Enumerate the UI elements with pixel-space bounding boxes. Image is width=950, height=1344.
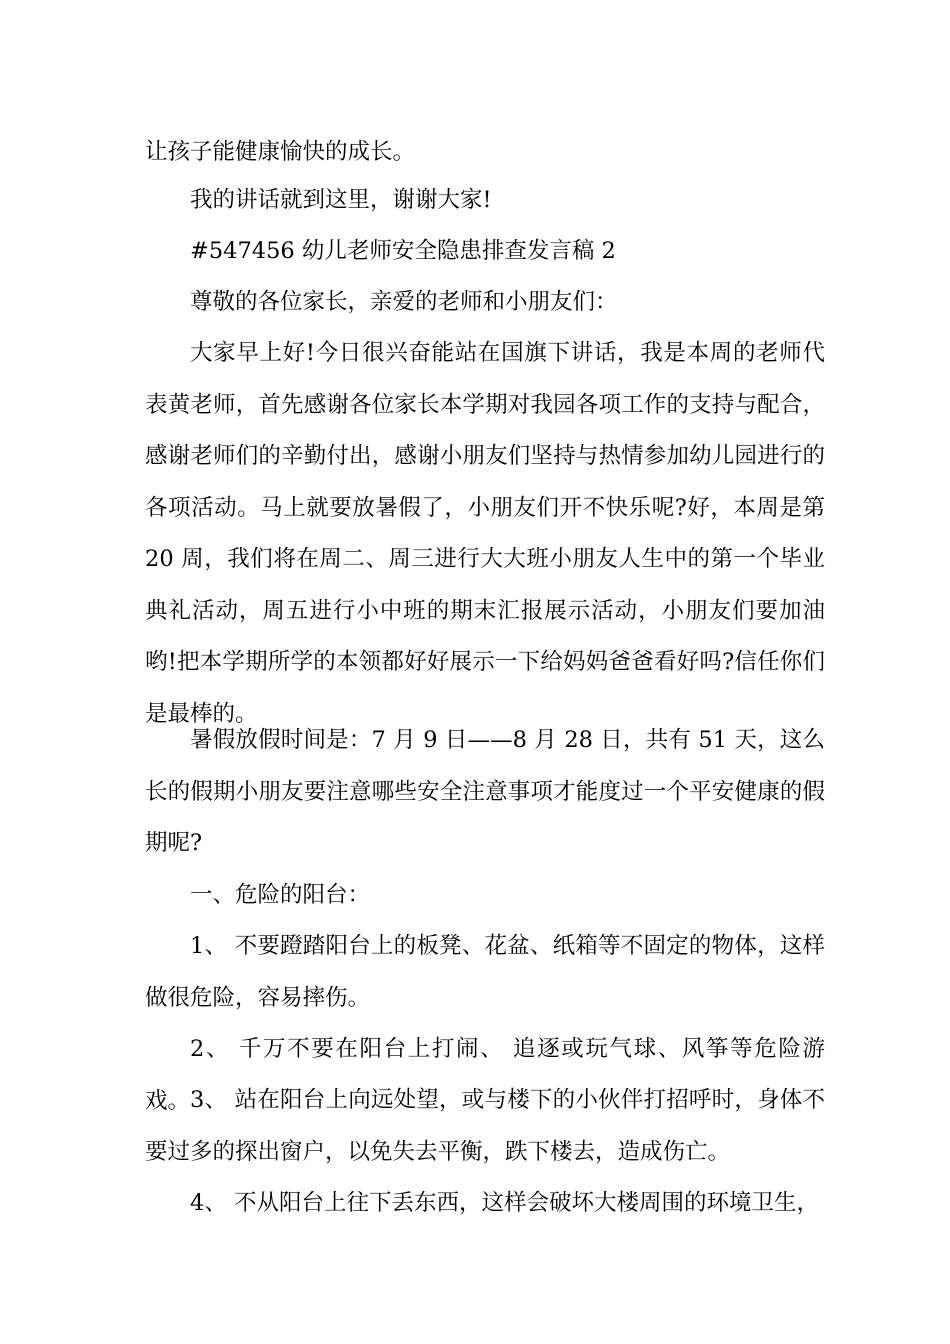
paragraph-greeting: 大家早上好!今日很兴奋能站在国旗下讲话，我是本周的老师代表黄老师，首先感谢各位家长本学期对我园各项工作的支持与配合，感谢老师们的辛勤付出，感谢小朋友们坚持与热情参加幼儿园进行的各项活动。马上就要放暑假了，小朋友们开不快乐呢?好，本周是第 20 周，我们将在周二、周三进行大大班小朋友人生中的第一个毕业典礼活动，周五进行小中班的期末汇报展示活动，小朋友们要加油哟!把本学期所学的本领都好好展示一下给妈妈爸爸看好吗?信任你们是最棒的。 <box>145 340 825 727</box>
section-heading: #547456 幼儿老师安全隐患排查发言稿 2 <box>190 238 616 264</box>
list-item-1: 1、 不要蹬踏阳台上的板凳、花盆、纸箱等不固定的物体，这样做很危险，容易摔伤。 <box>145 933 825 1011</box>
list-item-3: 3、 站在阳台上向远处望，或与楼下的小伙伴打招呼时，身体不要过多的探出窗户，以免失去平衡，跌下楼去，造成伤亡。 <box>145 1087 825 1165</box>
salutation: 尊敬的各位家长，亲爱的老师和小朋友们： <box>190 289 618 315</box>
list-item-4: 4、 不从阳台上往下丢东西，这样会破坏大楼周围的环境卫生， <box>190 1190 819 1216</box>
subheading-balcony: 一、危险的阳台： <box>190 882 371 908</box>
paragraph-vacation-dates: 暑假放假时间是：7 月 9 日——8 月 28 日，共有 51 天，这么长的假期小朋友要注意哪些安全注意事项才能度过一个平安健康的假期呢? <box>145 727 825 856</box>
paragraph-continuation: 让孩子能健康愉快的成长。 <box>145 139 416 165</box>
list-item-2: 2、 千万不要在阳台上打闹、 追逐或玩气球、风筝等危险游戏。 <box>145 1036 825 1114</box>
paragraph-closing: 我的讲话就到这里，谢谢大家! <box>190 187 492 213</box>
